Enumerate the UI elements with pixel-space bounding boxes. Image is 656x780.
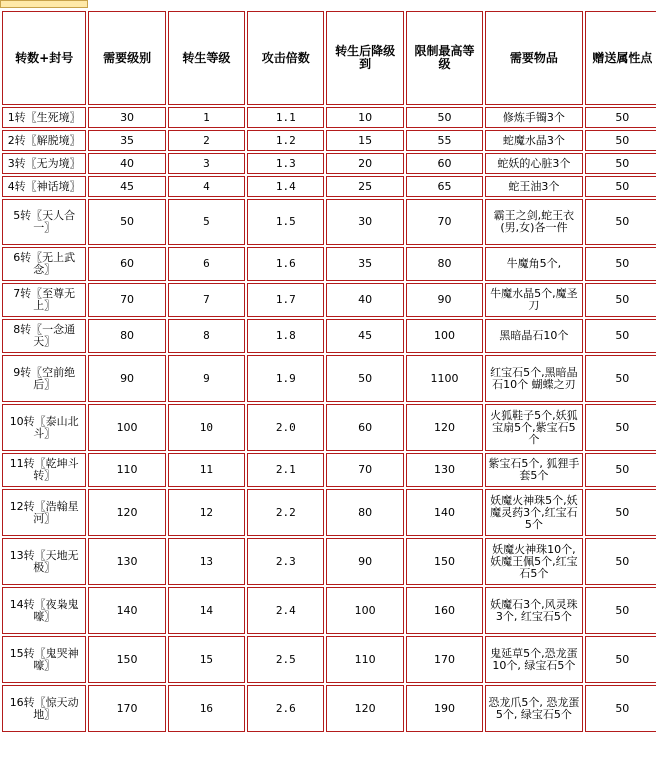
table-row xyxy=(2,355,656,402)
rebirth-level-cell: 5 xyxy=(168,199,245,245)
attack-multiplier-cell: 2.2 xyxy=(247,489,324,536)
rebirth-level-cell: 6 xyxy=(168,247,245,281)
required-items-cell: 鬼延草5个,恐龙蛋10个, 绿宝石5个 xyxy=(485,636,582,683)
rebirth-level-cell: 14 xyxy=(168,587,245,634)
row-name-cell: 2转〖解脱境〗 xyxy=(2,130,86,151)
rebirth-level-cell: 10 xyxy=(168,404,245,451)
required-items-cell: 蛇魔水晶3个 xyxy=(485,130,582,151)
row-name-cell: 16转〖惊天动地〗 xyxy=(2,685,86,732)
required-level-cell: 30 xyxy=(88,107,165,128)
rebirth-level-cell: 4 xyxy=(168,176,245,197)
attack-multiplier-cell: 2.3 xyxy=(247,538,324,585)
drop-level-cell: 50 xyxy=(326,355,403,402)
header-cell-name: 转数+封号 xyxy=(2,11,86,105)
required-level-cell: 130 xyxy=(88,538,165,585)
drop-level-cell: 20 xyxy=(326,153,403,174)
bonus-points-cell: 50 xyxy=(585,153,656,174)
table-row xyxy=(2,489,656,536)
required-items-cell: 蛇妖的心脏3个 xyxy=(485,153,582,174)
max-level-cell: 120 xyxy=(406,404,483,451)
required-items-cell: 修炼手镯3个 xyxy=(485,107,582,128)
rebirth-level-cell: 2 xyxy=(168,130,245,151)
attack-multiplier-cell: 2.4 xyxy=(247,587,324,634)
required-level-cell: 60 xyxy=(88,247,165,281)
rebirth-level-cell: 13 xyxy=(168,538,245,585)
required-items-cell: 恐龙爪5个, 恐龙蛋5个, 绿宝石5个 xyxy=(485,685,582,732)
table-row xyxy=(2,685,656,732)
required-items-cell: 妖魔火神珠10个,妖魔王佩5个,红宝石5个 xyxy=(485,538,582,585)
table-body xyxy=(2,107,656,732)
required-level-cell: 70 xyxy=(88,283,165,317)
max-level-cell: 130 xyxy=(406,453,483,487)
drop-level-cell: 30 xyxy=(326,199,403,245)
header-cell-max: 限制最高等级 xyxy=(406,11,483,105)
drop-level-cell: 15 xyxy=(326,130,403,151)
bonus-points-cell: 50 xyxy=(585,685,656,732)
header-cell-rebirth: 转生等级 xyxy=(168,11,245,105)
rebirth-level-cell: 11 xyxy=(168,453,245,487)
attack-multiplier-cell: 2.5 xyxy=(247,636,324,683)
bonus-points-cell: 50 xyxy=(585,247,656,281)
required-items-cell: 霸王之剑,蛇王衣(男,女)各一件 xyxy=(485,199,582,245)
header-cell-items: 需要物品 xyxy=(485,11,582,105)
max-level-cell: 90 xyxy=(406,283,483,317)
attack-multiplier-cell: 1.5 xyxy=(247,199,324,245)
drop-level-cell: 110 xyxy=(326,636,403,683)
drop-level-cell: 10 xyxy=(326,107,403,128)
bonus-points-cell: 50 xyxy=(585,404,656,451)
drop-level-cell: 80 xyxy=(326,489,403,536)
row-name-cell: 4转〖神话境〗 xyxy=(2,176,86,197)
required-level-cell: 100 xyxy=(88,404,165,451)
max-level-cell: 70 xyxy=(406,199,483,245)
required-level-cell: 35 xyxy=(88,130,165,151)
attack-multiplier-cell: 1.4 xyxy=(247,176,324,197)
bonus-points-cell: 50 xyxy=(585,489,656,536)
max-level-cell: 80 xyxy=(406,247,483,281)
table-row xyxy=(2,130,656,151)
bonus-points-cell: 50 xyxy=(585,130,656,151)
bonus-points-cell: 50 xyxy=(585,107,656,128)
attack-multiplier-cell: 2.6 xyxy=(247,685,324,732)
required-items-cell: 妖魔火神珠5个,妖魔灵药3个,红宝石5个 xyxy=(485,489,582,536)
header-cell-drop: 转生后降级到 xyxy=(326,11,403,105)
header-cell-level: 需要级别 xyxy=(88,11,165,105)
max-level-cell: 150 xyxy=(406,538,483,585)
required-level-cell: 140 xyxy=(88,587,165,634)
max-level-cell: 190 xyxy=(406,685,483,732)
row-name-cell: 14转〖夜枭鬼嚎〗 xyxy=(2,587,86,634)
required-items-cell: 牛魔角5个, xyxy=(485,247,582,281)
required-level-cell: 90 xyxy=(88,355,165,402)
table-row xyxy=(2,404,656,451)
required-level-cell: 110 xyxy=(88,453,165,487)
bonus-points-cell: 50 xyxy=(585,636,656,683)
table-row xyxy=(2,107,656,128)
row-name-cell: 12转〖浩翰星河〗 xyxy=(2,489,86,536)
attack-multiplier-cell: 1.9 xyxy=(247,355,324,402)
table-row xyxy=(2,153,656,174)
rebirth-level-cell: 7 xyxy=(168,283,245,317)
drop-level-cell: 90 xyxy=(326,538,403,585)
required-items-cell: 紫宝石5个, 狐狸手套5个 xyxy=(485,453,582,487)
required-level-cell: 150 xyxy=(88,636,165,683)
attack-multiplier-cell: 1.3 xyxy=(247,153,324,174)
rebirth-level-cell: 16 xyxy=(168,685,245,732)
attack-multiplier-cell: 1.6 xyxy=(247,247,324,281)
row-name-cell: 15转〖鬼哭神嚎〗 xyxy=(2,636,86,683)
bonus-points-cell: 50 xyxy=(585,199,656,245)
header-cell-points: 赠送属性点 xyxy=(585,11,656,105)
required-items-cell: 黑暗晶石10个 xyxy=(485,319,582,353)
row-name-cell: 6转〖无上武念〗 xyxy=(2,247,86,281)
max-level-cell: 1100 xyxy=(406,355,483,402)
rebirth-level-cell: 1 xyxy=(168,107,245,128)
drop-level-cell: 35 xyxy=(326,247,403,281)
attack-multiplier-cell: 2.0 xyxy=(247,404,324,451)
bonus-points-cell: 50 xyxy=(585,283,656,317)
attack-multiplier-cell: 1.1 xyxy=(247,107,324,128)
table-row xyxy=(2,587,656,634)
row-name-cell: 9转〖空前绝后〗 xyxy=(2,355,86,402)
drop-level-cell: 70 xyxy=(326,453,403,487)
max-level-cell: 55 xyxy=(406,130,483,151)
table-row xyxy=(2,636,656,683)
attack-multiplier-cell: 1.2 xyxy=(247,130,324,151)
table-row xyxy=(2,538,656,585)
rebirth-level-cell: 8 xyxy=(168,319,245,353)
row-name-cell: 5转〖天人合一〗 xyxy=(2,199,86,245)
required-level-cell: 80 xyxy=(88,319,165,353)
required-items-cell: 牛魔水晶5个,魔圣刀 xyxy=(485,283,582,317)
required-items-cell: 蛇王油3个 xyxy=(485,176,582,197)
bonus-points-cell: 50 xyxy=(585,538,656,585)
drop-level-cell: 40 xyxy=(326,283,403,317)
max-level-cell: 160 xyxy=(406,587,483,634)
required-items-cell: 火狐鞋子5个,妖狐宝扇5个,紫宝石5个 xyxy=(485,404,582,451)
max-level-cell: 50 xyxy=(406,107,483,128)
bonus-points-cell: 50 xyxy=(585,319,656,353)
attack-multiplier-cell: 1.8 xyxy=(247,319,324,353)
required-level-cell: 170 xyxy=(88,685,165,732)
drop-level-cell: 45 xyxy=(326,319,403,353)
attack-multiplier-cell: 2.1 xyxy=(247,453,324,487)
rebirth-level-cell: 9 xyxy=(168,355,245,402)
rebirth-level-cell: 15 xyxy=(168,636,245,683)
max-level-cell: 60 xyxy=(406,153,483,174)
row-name-cell: 8转〖一念通天〗 xyxy=(2,319,86,353)
max-level-cell: 65 xyxy=(406,176,483,197)
row-name-cell: 3转〖无为境〗 xyxy=(2,153,86,174)
row-name-cell: 7转〖至尊无上〗 xyxy=(2,283,86,317)
required-level-cell: 50 xyxy=(88,199,165,245)
max-level-cell: 100 xyxy=(406,319,483,353)
bonus-points-cell: 50 xyxy=(585,176,656,197)
bonus-points-cell: 50 xyxy=(585,453,656,487)
drop-level-cell: 100 xyxy=(326,587,403,634)
rebirth-level-cell: 12 xyxy=(168,489,245,536)
attack-multiplier-cell: 1.7 xyxy=(247,283,324,317)
rebirth-table xyxy=(0,9,656,734)
table-row xyxy=(2,247,656,281)
table-row xyxy=(2,176,656,197)
table-row xyxy=(2,199,656,245)
max-level-cell: 140 xyxy=(406,489,483,536)
header-cell-attack: 攻击倍数 xyxy=(247,11,324,105)
bonus-points-cell: 50 xyxy=(585,587,656,634)
top-tab-strip xyxy=(0,0,88,8)
row-name-cell: 1转〖生死境〗 xyxy=(2,107,86,128)
required-level-cell: 120 xyxy=(88,489,165,536)
table-row xyxy=(2,319,656,353)
drop-level-cell: 60 xyxy=(326,404,403,451)
drop-level-cell: 25 xyxy=(326,176,403,197)
bonus-points-cell: 50 xyxy=(585,355,656,402)
max-level-cell: 170 xyxy=(406,636,483,683)
header-row xyxy=(2,11,656,105)
required-items-cell: 妖魔石3个,风灵珠3个, 红宝石5个 xyxy=(485,587,582,634)
required-items-cell: 红宝石5个,黑暗晶石10个 蝴蝶之刃 xyxy=(485,355,582,402)
row-name-cell: 10转〖泰山北斗〗 xyxy=(2,404,86,451)
row-name-cell: 13转〖天地无极〗 xyxy=(2,538,86,585)
required-level-cell: 40 xyxy=(88,153,165,174)
table-row xyxy=(2,283,656,317)
row-name-cell: 11转〖乾坤斗转〗 xyxy=(2,453,86,487)
required-level-cell: 45 xyxy=(88,176,165,197)
drop-level-cell: 120 xyxy=(326,685,403,732)
rebirth-level-cell: 3 xyxy=(168,153,245,174)
table-row xyxy=(2,453,656,487)
